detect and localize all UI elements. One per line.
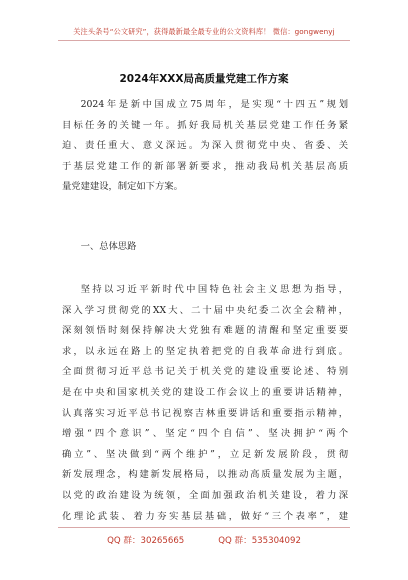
footer-divider — [58, 527, 350, 528]
paragraph-line: 深入学习贯彻党的XX大、二十届中央纪委二次全会精神， — [62, 304, 348, 316]
paragraph-line: 增强“四个意识”、坚定“四个自信”、坚决拥护“两个 — [62, 428, 348, 440]
paragraph-line: 求，以永远在路上的坚定执着把党的自我革命进行到底。 — [62, 345, 348, 357]
paragraph-line: 认真落实习近平总书记视察吉林重要讲话和重要指示精神， — [62, 407, 348, 419]
header-divider — [58, 40, 350, 41]
footer — [0, 534, 408, 546]
header-banner: 关注头条号“公文研究”，获得最新最全最专业的公文资料库！ 微信：gongwenyj — [73, 27, 335, 36]
paragraph-line: 化理论武装、着力夯实基层基础，做好“三个表率”，建 — [62, 510, 348, 522]
paragraph-line: 新发展理念，构建新发展格局，以推动高质量发展为主题， — [62, 469, 348, 481]
paragraph-intro — [62, 95, 348, 198]
paragraph-line: 量党建建设，制定如下方案。 — [62, 181, 183, 193]
paragraph-line: 迫、责任重大、意义深远。为深入贯彻党中央、省委、关 — [62, 140, 348, 152]
section-heading-text: 一、总体思路 — [80, 241, 137, 252]
paragraph-line: 于基层党建工作的新部署新要求，推动我局机关基层高质 — [62, 160, 348, 172]
paragraph-line: 目标任务的关键一年。抓好我局机关基层党建工作任务紧 — [62, 119, 348, 131]
paragraph-line: 确立”、坚决做到“两个维护”，立足新发展阶段，贯彻 — [62, 448, 348, 460]
paragraph-line: 以党的政治建设为统领，全面加强政治机关建设，着力深 — [62, 489, 348, 501]
footer-qq-group-2: QQ 群：535304092 — [218, 536, 301, 546]
paragraph-line: 坚持以习近平新时代中国特色社会主义思想为指导， — [80, 284, 348, 295]
section-heading — [62, 237, 348, 258]
paragraph-line: 全面贯彻习近平总书记关于机关党的建设重要论述、特别 — [62, 366, 348, 378]
footer-qq-group-1: QQ 群：30265665 — [107, 536, 185, 546]
paragraph-line: 2024年是新中国成立75周年，是实现“十四五”规划 — [80, 99, 348, 110]
paragraph-line: 是在中央和国家机关党的建设工作会议上的重要讲话精神， — [62, 386, 348, 398]
paragraph-overall-approach — [62, 280, 348, 527]
paragraph-line: 深刻领悟时刻保持解决大党独有难题的清醒和坚定重要要 — [62, 325, 348, 337]
document-title: 2024年XXX局高质量党建工作方案 — [119, 73, 289, 85]
